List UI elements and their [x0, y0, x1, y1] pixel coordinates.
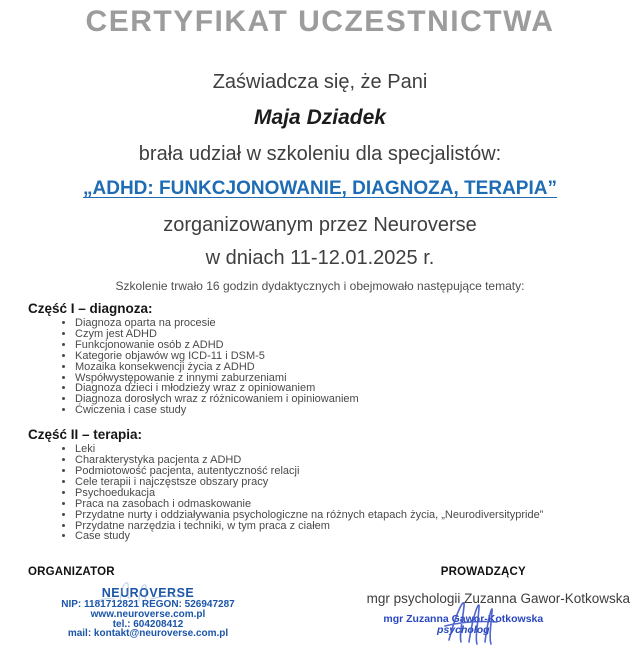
- list-item: • Przydatne nurty i oddziaływania psychologiczne na różnych etapach życia, „Neurodiversitypride”: [75, 510, 640, 521]
- certificate-title: CERTYFIKAT UCZESTNICTWA: [85, 5, 555, 38]
- stamp-title: psycholog: [437, 624, 490, 636]
- organized-by-line: zorganizowanym przez Neuroverse: [163, 214, 477, 236]
- section-therapy-heading: Część II – terapia:: [28, 427, 143, 443]
- list-item: • Ćwiczenia i case study: [75, 405, 640, 416]
- organizer-card: [18, 587, 278, 639]
- list-item: • Diagnoza oparta na procesie: [75, 318, 640, 329]
- section-diagnosis-heading: Część I – diagnoza:: [28, 301, 153, 316]
- therapy-topic-list: [28, 444, 640, 542]
- list-item: • Mozaika konsekwencji życia z ADHD: [75, 362, 640, 373]
- organizer-nip-regon: NIP: 1181712821 REGON: 526947287: [61, 599, 235, 610]
- presenter-name: mgr psychologii Zuzanna Gawor-Kotkowska: [366, 591, 630, 606]
- organizer-label: ORGANIZATOR: [28, 566, 115, 578]
- section-diagnosis: [0, 301, 640, 416]
- list-item: • Charakterystyka pacjenta z ADHD: [75, 455, 640, 466]
- list-item: • Funkcjonowanie osób z ADHD: [75, 340, 640, 351]
- list-item: • Przydatne narzędzia i techniki, w tym praca z ciałem: [75, 521, 640, 532]
- list-item: • Cele terapii i najczęstsze obszary pracy: [75, 477, 640, 488]
- organizer-name: NEUROVERSE: [101, 586, 195, 600]
- organizer-block: [28, 566, 298, 639]
- course-title: „ADHD: FUNKCJONOWANIE, DIAGNOZA, TERAPIA”: [83, 178, 557, 199]
- list-item: • Współwystępowanie z innymi zaburzeniami: [75, 373, 640, 384]
- organizer-website: www.neuroverse.com.pl: [90, 608, 206, 620]
- stamp-name: mgr Zuzanna Gawor-Kotkowska: [383, 613, 544, 625]
- list-item: • Leki: [75, 444, 640, 455]
- list-item: • Praca na zasobach i odmaskowanie: [75, 499, 640, 510]
- list-item: • Psychoedukacja: [75, 488, 640, 499]
- list-item: • Czym jest ADHD: [75, 329, 640, 340]
- list-item: • Podmiotowość pacjenta, autentyczność relacji: [75, 466, 640, 477]
- dates-line: w dniach 11-12.01.2025 r.: [205, 247, 435, 269]
- list-item: • Diagnoza dorosłych wraz z różnicowaniem i opiniowaniem: [75, 394, 640, 405]
- participation-line: brała udział w szkoleniu dla specjalistów:: [138, 143, 502, 165]
- section-therapy: [0, 427, 640, 542]
- diagnosis-topic-list: [28, 318, 640, 416]
- intro-line: Zaświadcza się, że Pani: [212, 71, 428, 93]
- presenter-label: PROWADZĄCY: [440, 566, 526, 578]
- presenter-block: [367, 566, 630, 636]
- participant-name: Maja Dziadek: [254, 106, 386, 129]
- summary-line: Szkolenie trwało 16 godzin dydaktycznych i obejmowało następujące tematy:: [115, 279, 525, 293]
- list-item: • Case study: [75, 531, 640, 542]
- organizer-email: mail: kontakt@neuroverse.com.pl: [67, 628, 229, 640]
- signature-stamp: [367, 614, 630, 636]
- list-item: • Diagnoza dzieci i młodzieży wraz z opiniowaniem: [75, 383, 640, 394]
- organizer-phone: tel.: 604208412: [112, 618, 184, 630]
- list-item: • Kategorie objawów wg ICD-11 i DSM-5: [75, 351, 640, 362]
